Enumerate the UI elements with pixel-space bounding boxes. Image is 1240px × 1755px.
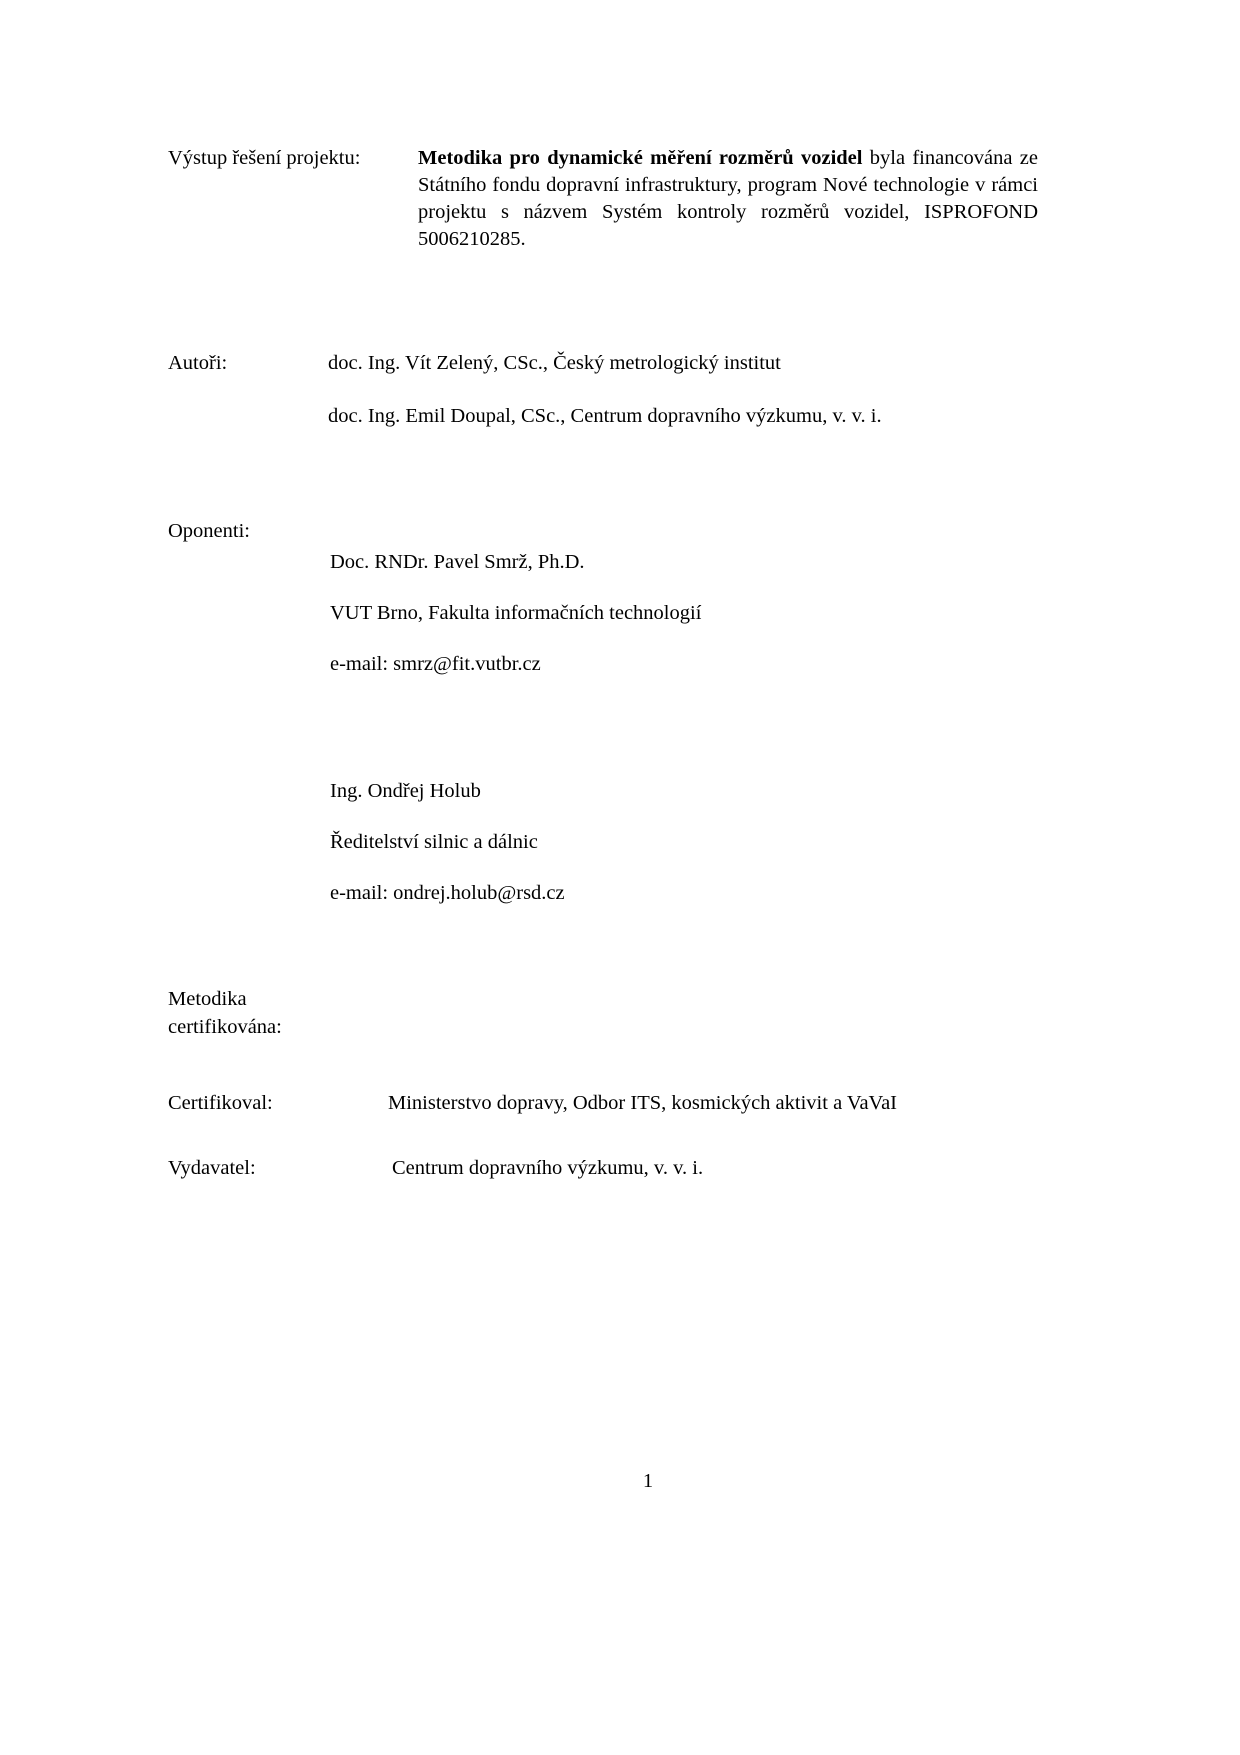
opponents-entries xyxy=(330,551,1068,905)
publisher-label: Vydavatel: xyxy=(168,1156,256,1179)
authors-block xyxy=(168,350,1068,430)
project-output-label: Výstup řešení projektu: xyxy=(168,147,361,169)
authors-list xyxy=(328,350,1068,430)
opponent-affiliation: Ředitelství silnic a dálnic xyxy=(330,831,538,854)
opponent-name: Doc. RNDr. Pavel Smrž, Ph.D. xyxy=(330,551,585,574)
opponent-name: Ing. Ondřej Holub xyxy=(330,780,481,803)
opponent-entry xyxy=(330,780,1068,905)
page-number: 1 xyxy=(642,1470,654,1492)
methodology-title: Metodika pro dynamické měření rozměrů vozidel xyxy=(418,147,863,169)
opponent-email: e-mail: ondrej.holub@rsd.cz xyxy=(330,882,565,905)
certified-by-label: Certifikoval: xyxy=(168,1091,273,1114)
publisher-row xyxy=(168,1155,1068,1182)
project-output-block xyxy=(168,145,1038,253)
certified-by-row xyxy=(168,1090,1068,1117)
authors-label: Autoři: xyxy=(168,352,228,374)
page-content xyxy=(168,0,1128,1755)
author-item: doc. Ing. Emil Doupal, CSc., Centrum dopravního výzkumu, v. v. i. xyxy=(328,405,882,428)
opponents-spacer xyxy=(330,704,1068,780)
publisher-value: Centrum dopravního výzkumu, v. v. i. xyxy=(392,1156,704,1179)
certified-by-value: Ministerstvo dopravy, Odbor ITS, kosmických aktivit a VaVaI xyxy=(388,1091,898,1114)
opponent-affiliation: VUT Brno, Fakulta informačních technologií xyxy=(330,602,702,625)
author-item: doc. Ing. Vít Zelený, CSc., Český metrologický institut xyxy=(328,352,781,374)
certification-title xyxy=(168,985,1068,1042)
certification-title-line1: Metodika xyxy=(168,988,247,1010)
project-output-text xyxy=(418,145,1038,253)
opponent-email: e-mail: smrz@fit.vutbr.cz xyxy=(330,653,541,676)
opponent-entry xyxy=(330,551,1068,676)
certification-block xyxy=(168,985,1068,1220)
opponents-label: Oponenti: xyxy=(168,520,250,542)
opponents-block xyxy=(168,518,1068,933)
project-output-rest: byla financována ze Státního fondu dopravní infrastruktury, program Nové technologie v rámci projektu s názvem Systém kontroly rozměrů vozidel, ISPROFOND 5006210285. xyxy=(418,147,1038,251)
certification-title-line2: certifikována: xyxy=(168,1016,282,1039)
